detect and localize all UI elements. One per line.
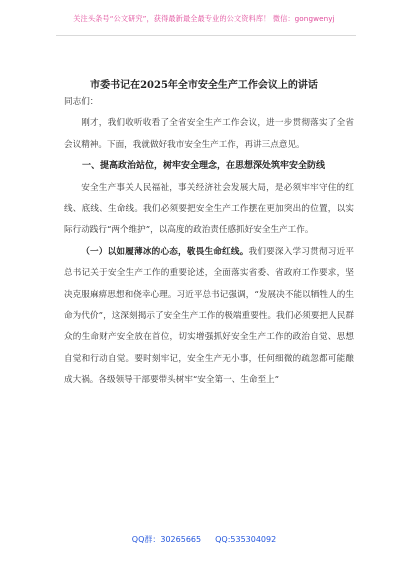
footer-contact bbox=[0, 534, 408, 545]
footer-qq-number: QQ:535304092 bbox=[215, 535, 277, 544]
footer-qq-group: QQ群：30265665 bbox=[131, 535, 202, 544]
document-body bbox=[64, 92, 354, 392]
subsection-1-paragraph bbox=[64, 242, 354, 392]
document-title: 市委书记在2025年全市安全生产工作会议上的讲话 bbox=[90, 80, 318, 91]
salutation: 同志们： bbox=[64, 97, 99, 107]
header-divider bbox=[56, 35, 356, 36]
section-1-paragraph: 安全生产事关人民福祉，事关经济社会发展大局，是必须牢牢守住的红线、底线、生命线。我们必须要把安全生产工作摆在更加突出的位置，以实际行动践行“两个维护”，以高度的政治责任感抓好安全生产工作。 bbox=[64, 182, 354, 236]
header-banner: 关注头条号“公文研究”，获得最新最全最专业的公文资料库！ 微信：gongwenyj bbox=[73, 14, 335, 23]
intro-paragraph: 刚才，我们收听收看了全省安全生产工作会议，进一步贯彻落实了全省会议精神。下面，我就做好我市安全生产工作，再讲三点意见。 bbox=[64, 118, 354, 150]
section-heading-1: 一、提高政治站位，树牢安全理念，在思想深处筑牢安全防线 bbox=[82, 161, 326, 172]
subsection-heading-1: （一）以如履薄冰的心态，敬畏生命红线。 bbox=[81, 246, 249, 257]
subsection-1-text: 我们要深入学习贯彻习近平总书记关于安全生产工作的重要论述，全面落实省委、省政府工作要求，坚决克服麻痹思想和侥幸心理。习近平总书记强调，“发展决不能以牺牲人的生命为代价”，这深刻揭示了安全生产工作的极端重要性。我们必须要把人民群众的生命财产安全放在首位，切实增强抓好安全生产工作的政治自觉、思想自觉和行动自觉。要时刻牢记，安全生产无小事，任何细微的疏忽都可能酿成大祸。各级领导干部要带头树牢“安全第一、生命至上” bbox=[64, 246, 354, 386]
